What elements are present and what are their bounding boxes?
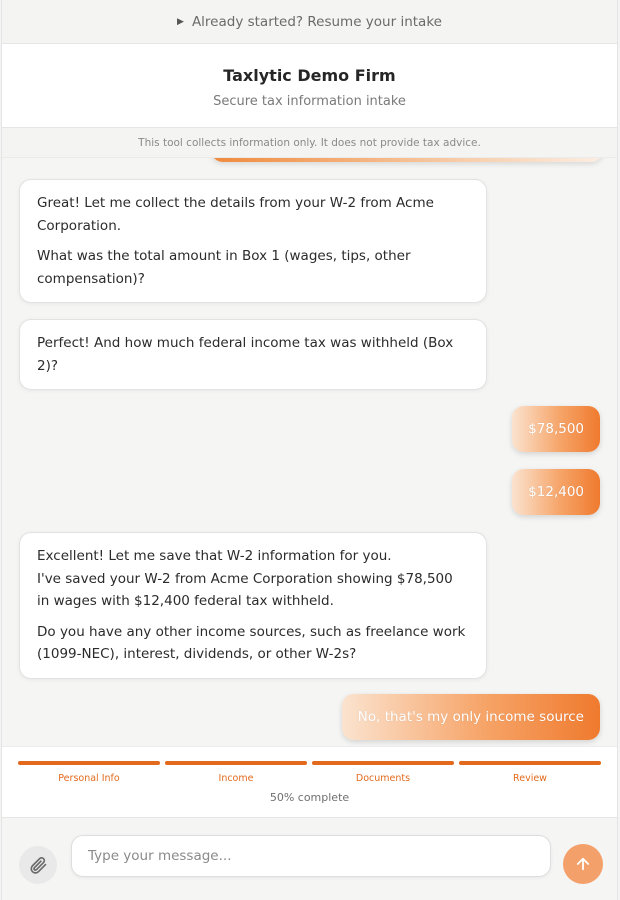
message-text: Great! Let me collect the details from your W-2 from Acme Corporation.	[37, 195, 434, 234]
step-bar	[165, 761, 307, 765]
attach-button[interactable]	[19, 846, 57, 884]
progress-steps	[18, 761, 601, 784]
assistant-message	[19, 319, 487, 390]
message-input[interactable]	[71, 835, 551, 877]
step-review	[459, 761, 601, 784]
user-message	[342, 694, 600, 740]
arrow-up-icon	[574, 855, 592, 873]
intake-app	[1, 0, 618, 900]
resume-intake-label: Already started? Resume your intake	[191, 13, 442, 30]
step-bar	[312, 761, 454, 765]
step-personal-info	[18, 761, 160, 784]
message-text: Excellent! Let me save that W-2 information for you.	[37, 548, 392, 564]
firm-name: Taxlytic Demo Firm	[223, 66, 396, 85]
message-text: I've saved your W-2 from Acme Corporation showing $78,500 in wages with $12,400 federal tax withheld.	[37, 570, 453, 609]
step-bar	[459, 761, 601, 765]
step-income	[165, 761, 307, 784]
step-label: Documents	[355, 773, 411, 784]
message-text: What was the total amount in Box 1 (wages, tips, other compensation)?	[37, 248, 411, 287]
step-label: Review	[513, 773, 547, 784]
send-button[interactable]	[563, 844, 603, 884]
message-text: No, that's my only income source	[357, 709, 584, 725]
user-message	[512, 406, 600, 452]
step-documents	[312, 761, 454, 784]
user-message	[512, 469, 600, 515]
message-composer	[2, 818, 617, 900]
step-label: Income	[218, 773, 254, 784]
message-text: $12,400	[528, 484, 584, 500]
message-text: Do you have any other income sources, such as freelance work (1099-NEC), interest, dividends, or other W-2s?	[37, 623, 466, 662]
paperclip-icon	[28, 855, 48, 875]
progress-tracker	[2, 746, 617, 818]
message-text: Perfect! And how much federal income tax was withheld (Box 2)?	[37, 335, 454, 374]
step-label: Personal Info	[58, 773, 120, 784]
disclaimer-banner: This tool collects information only. It does not provide tax advice.	[2, 128, 617, 158]
assistant-message	[19, 179, 487, 303]
step-bar	[18, 761, 160, 765]
firm-subtitle: Secure tax information intake	[213, 94, 406, 109]
assistant-message	[19, 532, 487, 679]
progress-percent: 50% complete	[269, 791, 350, 804]
resume-intake-toggle[interactable]	[2, 0, 617, 44]
firm-header	[2, 44, 617, 128]
message-text: $78,500	[528, 421, 584, 437]
chat-log[interactable]	[2, 128, 617, 746]
triangle-right-icon: ▶	[177, 16, 184, 27]
